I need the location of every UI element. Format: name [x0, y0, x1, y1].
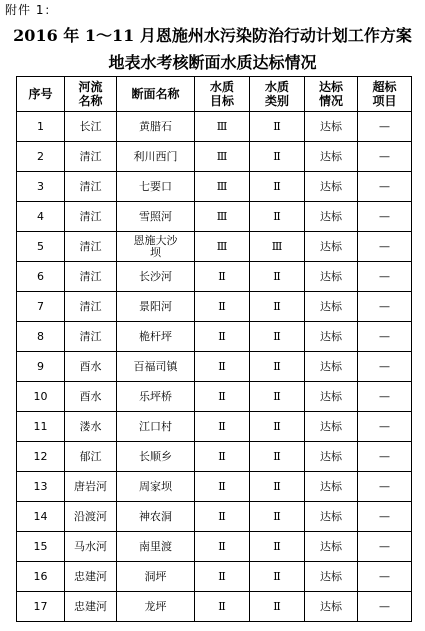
cell-category: Ⅱ: [250, 202, 305, 232]
cell-target: Ⅱ: [195, 532, 250, 562]
cell-category: Ⅱ: [250, 292, 305, 322]
cell-section: 利川西门: [117, 142, 195, 172]
cell-river: 酉水: [65, 382, 117, 412]
cell-target: Ⅱ: [195, 382, 250, 412]
cell-exceed: —: [358, 322, 412, 352]
cell-exceed: —: [358, 202, 412, 232]
cell-category: Ⅱ: [250, 442, 305, 472]
cell-target: Ⅱ: [195, 292, 250, 322]
cell-status: 达标: [305, 232, 358, 262]
cell-category: Ⅱ: [250, 562, 305, 592]
cell-target: Ⅲ: [195, 172, 250, 202]
table-row: [17, 172, 412, 202]
cell-status: 达标: [305, 472, 358, 502]
cell-status: 达标: [305, 502, 358, 532]
table-row: [17, 232, 412, 262]
cell-target: Ⅱ: [195, 442, 250, 472]
cell-river: 清江: [65, 142, 117, 172]
cell-exceed: —: [358, 172, 412, 202]
cell-river: 马水河: [65, 532, 117, 562]
cell-exceed: —: [358, 502, 412, 532]
cell-status: 达标: [305, 142, 358, 172]
cell-category: Ⅱ: [250, 592, 305, 622]
cell-target: Ⅲ: [195, 202, 250, 232]
cell-seq: 12: [17, 442, 65, 472]
header-exceed: 超标 项目: [358, 77, 412, 112]
cell-category: Ⅱ: [250, 112, 305, 142]
cell-category: Ⅱ: [250, 502, 305, 532]
table-row: [17, 532, 412, 562]
cell-section: 龙坪: [117, 592, 195, 622]
cell-seq: 11: [17, 412, 65, 442]
cell-section: 百福司镇: [117, 352, 195, 382]
cell-target: Ⅲ: [195, 112, 250, 142]
document-title-line2: 地表水考核断面水质达标情况: [108, 53, 317, 72]
table-row: [17, 262, 412, 292]
table-row: [17, 562, 412, 592]
cell-status: 达标: [305, 352, 358, 382]
cell-status: 达标: [305, 382, 358, 412]
table-body: [17, 112, 412, 622]
cell-seq: 17: [17, 592, 65, 622]
cell-status: 达标: [305, 412, 358, 442]
table-row: [17, 502, 412, 532]
table-row: [17, 202, 412, 232]
cell-section: 景阳河: [117, 292, 195, 322]
header-river: 河流 名称: [65, 77, 117, 112]
cell-category: Ⅱ: [250, 142, 305, 172]
cell-section: 南里渡: [117, 532, 195, 562]
water-quality-table: [16, 76, 412, 622]
cell-river: 清江: [65, 172, 117, 202]
table-row: [17, 472, 412, 502]
cell-exceed: —: [358, 292, 412, 322]
cell-section: 雪照河: [117, 202, 195, 232]
cell-exceed: —: [358, 382, 412, 412]
cell-status: 达标: [305, 322, 358, 352]
cell-river: 清江: [65, 232, 117, 262]
table-row: [17, 322, 412, 352]
cell-target: Ⅱ: [195, 322, 250, 352]
cell-category: Ⅱ: [250, 172, 305, 202]
cell-seq: 13: [17, 472, 65, 502]
cell-river: 唐岩河: [65, 472, 117, 502]
cell-section: 恩施大沙 坝: [117, 232, 195, 262]
cell-category: Ⅱ: [250, 532, 305, 562]
cell-target: Ⅲ: [195, 142, 250, 172]
cell-seq: 10: [17, 382, 65, 412]
cell-section: 长沙河: [117, 262, 195, 292]
cell-river: 忠建河: [65, 592, 117, 622]
header-section: 断面名称: [117, 77, 195, 112]
cell-seq: 15: [17, 532, 65, 562]
cell-category: Ⅲ: [250, 232, 305, 262]
cell-status: 达标: [305, 262, 358, 292]
cell-exceed: —: [358, 412, 412, 442]
cell-section: 乐坪桥: [117, 382, 195, 412]
cell-seq: 4: [17, 202, 65, 232]
cell-category: Ⅱ: [250, 412, 305, 442]
table-row: [17, 352, 412, 382]
cell-exceed: —: [358, 592, 412, 622]
cell-exceed: —: [358, 562, 412, 592]
cell-category: Ⅱ: [250, 262, 305, 292]
cell-target: Ⅱ: [195, 352, 250, 382]
cell-exceed: —: [358, 142, 412, 172]
cell-seq: 6: [17, 262, 65, 292]
table-row: [17, 142, 412, 172]
cell-river: 清江: [65, 202, 117, 232]
cell-river: 酉水: [65, 352, 117, 382]
cell-seq: 16: [17, 562, 65, 592]
table-row: [17, 592, 412, 622]
cell-seq: 3: [17, 172, 65, 202]
cell-category: Ⅱ: [250, 322, 305, 352]
cell-seq: 8: [17, 322, 65, 352]
cell-seq: 5: [17, 232, 65, 262]
cell-target: Ⅱ: [195, 502, 250, 532]
cell-exceed: —: [358, 532, 412, 562]
cell-category: Ⅱ: [250, 352, 305, 382]
cell-category: Ⅱ: [250, 472, 305, 502]
cell-seq: 7: [17, 292, 65, 322]
cell-exceed: —: [358, 472, 412, 502]
cell-exceed: —: [358, 232, 412, 262]
table-row: [17, 112, 412, 142]
cell-exceed: —: [358, 442, 412, 472]
cell-status: 达标: [305, 292, 358, 322]
table-row: [17, 292, 412, 322]
table-row: [17, 442, 412, 472]
attachment-label: 附件 1：: [5, 3, 58, 17]
cell-target: Ⅱ: [195, 472, 250, 502]
cell-river: 清江: [65, 262, 117, 292]
header-status: 达标 情况: [305, 77, 358, 112]
header-category: 水质 类别: [250, 77, 305, 112]
cell-river: 溇水: [65, 412, 117, 442]
table-row: [17, 412, 412, 442]
cell-target: Ⅲ: [195, 232, 250, 262]
cell-section: 桅杆坪: [117, 322, 195, 352]
cell-seq: 1: [17, 112, 65, 142]
cell-status: 达标: [305, 442, 358, 472]
cell-target: Ⅱ: [195, 562, 250, 592]
cell-section: 周家坝: [117, 472, 195, 502]
cell-river: 清江: [65, 292, 117, 322]
cell-category: Ⅱ: [250, 382, 305, 412]
cell-target: Ⅱ: [195, 412, 250, 442]
cell-river: 沿渡河: [65, 502, 117, 532]
cell-section: 江口村: [117, 412, 195, 442]
document-title-line1: 2016 年 1～11 月恩施州水污染防治行动计划工作方案: [13, 26, 412, 45]
cell-section: 长顺乡: [117, 442, 195, 472]
cell-seq: 14: [17, 502, 65, 532]
table-row: [17, 382, 412, 412]
cell-status: 达标: [305, 532, 358, 562]
cell-seq: 2: [17, 142, 65, 172]
header-seq: 序号: [17, 77, 65, 112]
cell-section: 七要口: [117, 172, 195, 202]
cell-status: 达标: [305, 172, 358, 202]
table-header-row: [17, 77, 412, 112]
cell-section: 神农洞: [117, 502, 195, 532]
cell-section: 黄腊石: [117, 112, 195, 142]
cell-exceed: —: [358, 352, 412, 382]
cell-target: Ⅱ: [195, 262, 250, 292]
cell-status: 达标: [305, 202, 358, 232]
cell-seq: 9: [17, 352, 65, 382]
cell-river: 长江: [65, 112, 117, 142]
cell-river: 清江: [65, 322, 117, 352]
cell-status: 达标: [305, 112, 358, 142]
cell-status: 达标: [305, 562, 358, 592]
cell-exceed: —: [358, 112, 412, 142]
cell-river: 郁江: [65, 442, 117, 472]
cell-section: 洞坪: [117, 562, 195, 592]
header-target: 水质 目标: [195, 77, 250, 112]
cell-target: Ⅱ: [195, 592, 250, 622]
cell-exceed: —: [358, 262, 412, 292]
cell-river: 忠建河: [65, 562, 117, 592]
cell-status: 达标: [305, 592, 358, 622]
